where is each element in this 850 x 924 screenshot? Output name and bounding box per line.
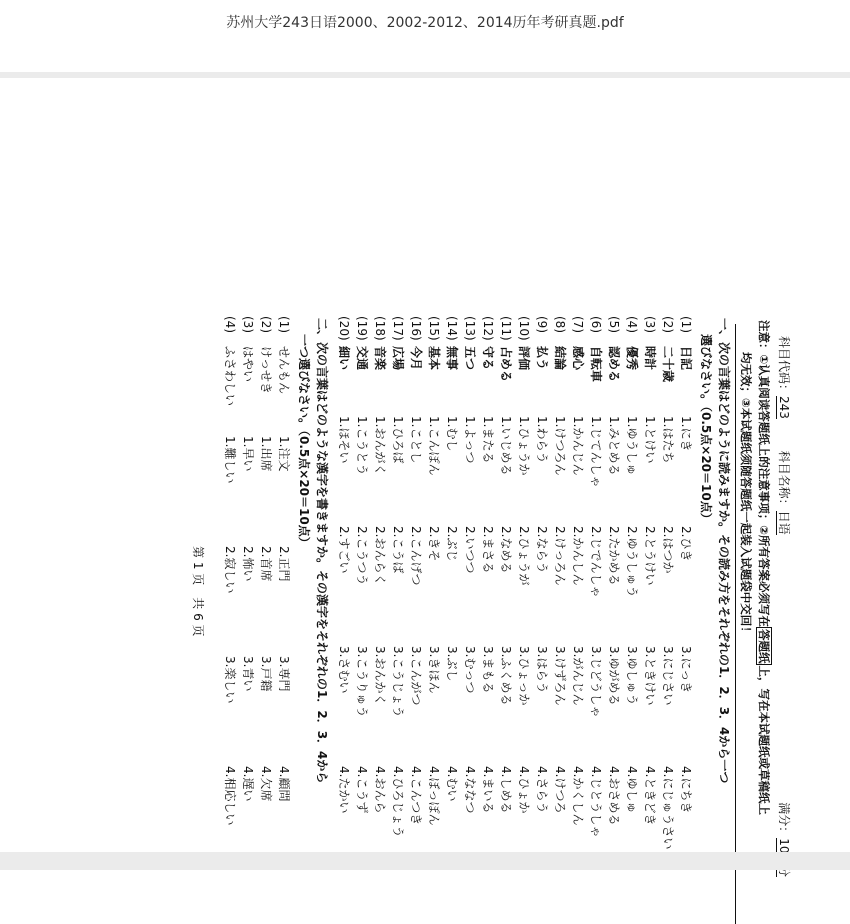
section1-heading: 一、次の言葉はどのように読みますか。その読み方をそれぞれの1．2．3．4から一つ	[717, 318, 731, 784]
page-number-footer: 第 1 页 共 6 页	[191, 546, 205, 637]
notice-line-2: 均无效；③本试题纸须随答题纸一起装入试题袋中交回！	[739, 352, 753, 638]
subject-name: 日语	[777, 510, 791, 535]
document-title: 苏州大学243日语2000、2002-2012、2014历年考研真题.pdf	[226, 15, 624, 31]
rotated-exam-content: 科目代码：243 科目名称：日语 满分： 注意：①认真阅读答题纸上的注意事项；②所有答案必须写在答题纸上，写在本试题纸或草稿纸上 均无效；③本试题纸须随答题纸一起装入试题袋中交回！ 一、次の言葉はどのように読みますか。その読み方をそれぞれの1．2．3．4から一つ 選びなさい。（0.5点×20＝10点） (1) 日記 1.にき 2.ひき 3.にっき 4.にちき (2) 二十歳 1.はたち 2.はつか 3.にじさい 4.にじゅうさい (3) 時計 1.とけい 2.とうけい 3.ときけい 4.ときどき (4) 優秀 1.ゆうしゅ 2.ゆうしゅう 3.ゆしゅう 4.ゆしゅ (5) 認める 1.みとめる 2.たかめる 3.ゆがめる 4.おさめる (6) 自転車 1.じてんしゃ 2.じでんしゃ 3.じどうしゃ 4.じとうしゃ (7) 感心 1.かんじん 2.かんしん 3.がんじん 4.かくしん (8) 結論 1.けつろん 2.けっろん 3.けずろん 4.けつろ (9) 払う 1.わらう 2.ならう 3.はらう 4.さらう (10) 評価 1.ひょうか 2.ひょうが 3.ひょっか 4.ひょか (11) 占める 1.いじめる 2.なめる 3.ふくめる 4.しめる (12) 守る 1.またる 2.まさる 3.まもる 4.まいる (13) 五つ 1.よっつ 2.いつつ 3.むっつ 4.ななつ (14) 無事 1.むし 2.ぶじ 3.ぶし 4.むい (15) 基本 1.こんぽん 2.きそ 3.きほん 4.ぼっぽん (16) 今月 1.ことし 2.こんげつ 3.こんがつ 4.こんつき (17) 広場 1.ひろば 2.こうば 3.こうじょう 4.ひろじょう (18) 音楽 1.おんがく 2.おんらく 3.おんかく 4.おんら (19) 交通 1.こうとう 2.こうつう 3.こうりゅう 4.こうず (20) 細い 1.ほそい 2.すごい 3.さむい 4.たかい 二、次の言葉はどのような漢字を書きますか。その漢字をそれぞれの1．2．3．4から 一つ選びなさい。（0.5点×20＝10点） (1) せんもん 1.注文 2.正門 3.専門 4.顧問 (2) けっせき 1.出席 2.首席 3.戸籍 4.欠席 (3) はやい 1.早い 2.怖い 3.青い 4.遅い (4) ふさわしい 1.難しい 2.寂しい 3.楽しい 4.相応しい 第 1 页 共 6 页	[178, 316, 798, 856]
bottom-scroll-area	[0, 852, 850, 870]
viewer-title-bar	[0, 0, 850, 72]
section2-subheading: 一つ選びなさい。（0.5点×20＝10点）	[297, 334, 311, 549]
subject-code: 243	[777, 396, 791, 419]
answer-sheet-box: 答题纸	[757, 628, 771, 664]
notice-line-1: 注意：①认真阅读答题纸上的注意事项；②所有答案必须写在答题纸上，写在本试题纸或草稿纸上	[757, 320, 771, 815]
pdf-page	[0, 78, 850, 852]
section1-subheading: 選びなさい。（0.5点×20＝10点）	[699, 334, 713, 525]
subject-code-label: 科目代码：	[777, 336, 791, 397]
notice-label: 注意：	[757, 320, 771, 355]
section2-heading: 二、次の言葉はどのような漢字を書きますか。その漢字をそれぞれの1．2．3．4から	[315, 318, 329, 784]
full-marks-label: 满分：	[777, 802, 791, 839]
subject-name-label: 科目名称：	[777, 450, 791, 511]
divider	[735, 324, 736, 924]
exam-header	[776, 336, 792, 877]
